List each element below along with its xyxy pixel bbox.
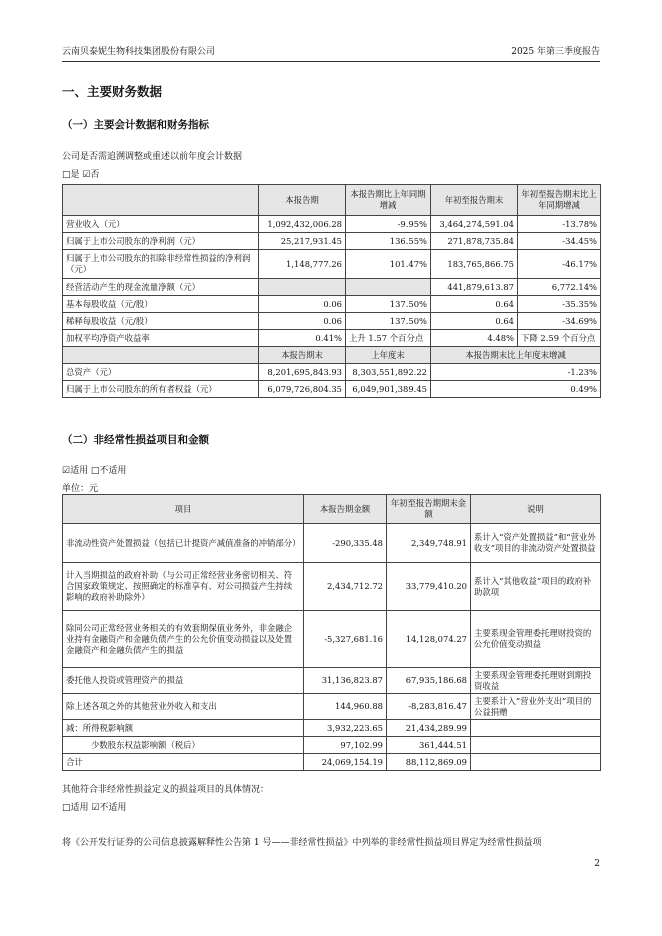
cell-value: 8,201,695,843.93 — [259, 364, 346, 381]
cell-value: 21,434,289.99 — [387, 720, 471, 737]
non-recurring-table — [62, 494, 601, 771]
cell-value: 137.50% — [346, 313, 431, 330]
cell-value: 137.50% — [346, 296, 431, 313]
row-label: 少数股东权益影响额（税后） — [63, 737, 304, 754]
cell-value: -1.23% — [431, 364, 601, 381]
cell-note — [471, 737, 601, 754]
header-cell: 项目 — [63, 495, 304, 524]
row-label: 营业收入（元） — [63, 216, 259, 233]
header-cell — [63, 347, 259, 364]
row-label: 计入当期损益的政府补助（与公司正常经营业务密切相关、符合国家政策规定、按照确定的标准享有、对公司损益产生持续影响的政府补助除外） — [63, 563, 304, 611]
table-row — [63, 668, 601, 694]
cell-value: 2,349,748.91 — [387, 524, 471, 563]
cell-value: 97,102.99 — [304, 737, 387, 754]
cell-value: 2,434,712.72 — [304, 563, 387, 611]
cell-note — [471, 754, 601, 771]
cell-value: 1,092,432,006.28 — [259, 216, 346, 233]
row-label: 归属于上市公司股东的所有者权益（元） — [63, 381, 259, 398]
cell-value: 3,464,274,591.04 — [431, 216, 518, 233]
table-row — [63, 381, 601, 398]
section-title-key-indicators: （一）主要会计数据和财务指标 — [62, 119, 209, 131]
header-cell: 本报告期 — [259, 185, 346, 216]
row-label: 减：所得税影响额 — [63, 720, 304, 737]
cell-value: 上升 1.57 个百分点 — [346, 330, 431, 347]
section-title-non-recurring: （二）非经常性损益项目和金额 — [62, 434, 209, 446]
cell-value: 3,932,223.65 — [304, 720, 387, 737]
row-label: 除上述各项之外的其他营业外收入和支出 — [63, 694, 304, 720]
cell-empty — [259, 279, 346, 296]
row-label: 归属于上市公司股东的净利润（元） — [63, 233, 259, 250]
other-items-text: 其他符合非经常性损益定义的损益项目的具体情况： — [62, 785, 270, 795]
cell-value: -46.17% — [518, 250, 601, 279]
header-cell: 年初至报告期期末金额 — [387, 495, 471, 524]
header-cell: 上年度末 — [346, 347, 431, 364]
table-row — [63, 694, 601, 720]
cell-value: -9.95% — [346, 216, 431, 233]
cell-value: -34.69% — [518, 313, 601, 330]
table-row — [63, 364, 601, 381]
row-label: 总资产（元） — [63, 364, 259, 381]
cell-value: 441,879,613.87 — [431, 279, 518, 296]
table-row — [63, 563, 601, 611]
row-label: 稀释每股收益（元/股） — [63, 313, 259, 330]
cell-value: 101.47% — [346, 250, 431, 279]
cell-value: 271,878,735.84 — [431, 233, 518, 250]
restate-question: 公司是否需追溯调整或重述以前年度会计数据 — [62, 152, 243, 162]
table-header-row — [63, 495, 601, 524]
restate-answer: □是 ☑否 — [62, 170, 100, 180]
cell-note: 系计入“资产处置损益”和“营业外收支”项目的非流动资产处置损益 — [471, 524, 601, 563]
cell-value: 25,217,931.45 — [259, 233, 346, 250]
cell-value: 183,765,866.75 — [431, 250, 518, 279]
unit-label: 单位：元 — [62, 484, 99, 494]
table-row — [63, 313, 601, 330]
header-report-title: 2025 年第三季度报告 — [511, 47, 600, 57]
header-cell: 本报告期金额 — [304, 495, 387, 524]
table-row — [63, 611, 601, 668]
other-items-applicable: □适用 ☑不适用 — [62, 803, 127, 813]
cell-value: -8,283,816.47 — [387, 694, 471, 720]
cell-value: 0.49% — [431, 381, 601, 398]
cell-note — [471, 720, 601, 737]
row-label: 除同公司正常经营业务相关的有效套期保值业务外，非金融企业持有金融资产和金融负债产生的公允价值变动损益以及处置金融资产和金融负债产生的损益 — [63, 611, 304, 668]
cell-note: 系计入“其他收益”项目的政府补助款项 — [471, 563, 601, 611]
row-label: 加权平均净资产收益率 — [63, 330, 259, 347]
cell-value: -290,335.48 — [304, 524, 387, 563]
header-cell: 说明 — [471, 495, 601, 524]
header-cell: 本报告期比上年同期增减 — [346, 185, 431, 216]
cell-note: 主要系现金管理委托理财到期投资收益 — [471, 668, 601, 694]
table-row — [63, 296, 601, 313]
cell-value: 33,779,410.20 — [387, 563, 471, 611]
row-label: 经营活动产生的现金流量净额（元） — [63, 279, 259, 296]
table-row — [63, 754, 601, 771]
cell-value: 88,112,869.09 — [387, 754, 471, 771]
cell-value: 0.41% — [259, 330, 346, 347]
cell-value: 0.64 — [431, 313, 518, 330]
cell-value: -13.78% — [518, 216, 601, 233]
table-header-row — [63, 185, 601, 216]
cell-value: 6,772.14% — [518, 279, 601, 296]
cell-note: 主要系现金管理委托理财投资的公允价值变动损益 — [471, 611, 601, 668]
cell-value: 6,079,726,804.35 — [259, 381, 346, 398]
cell-value: 31,136,823.87 — [304, 668, 387, 694]
table-row — [63, 233, 601, 250]
header-cell: 本报告期末比上年度末增减 — [431, 347, 601, 364]
table-row — [63, 330, 601, 347]
table-row — [63, 250, 601, 279]
cell-value: 8,303,551,892.22 — [346, 364, 431, 381]
table-row — [63, 737, 601, 754]
header-cell: 年初至报告期末 — [431, 185, 518, 216]
cell-value: 下降 2.59 个百分点 — [518, 330, 601, 347]
table-row — [63, 720, 601, 737]
header-cell: 本报告期末 — [259, 347, 346, 364]
cell-value: 6,049,901,389.45 — [346, 381, 431, 398]
row-label: 基本每股收益（元/股） — [63, 296, 259, 313]
cell-empty — [346, 279, 431, 296]
row-label: 归属于上市公司股东的扣除非经常性损益的净利润（元） — [63, 250, 259, 279]
cell-value: 0.06 — [259, 313, 346, 330]
table-row — [63, 216, 601, 233]
row-label: 合计 — [63, 754, 304, 771]
applicable-status: ☑适用 □不适用 — [62, 466, 127, 476]
row-label: 非流动性资产处置损益（包括已计提资产减值准备的冲销部分） — [63, 524, 304, 563]
cell-value: -35.35% — [518, 296, 601, 313]
cell-value: 1,148,777.26 — [259, 250, 346, 279]
cell-note: 主要系计入“营业外支出”项目的公益捐赠 — [471, 694, 601, 720]
table-row — [63, 524, 601, 563]
header-cell: 年初至报告期末比上年同期增减 — [518, 185, 601, 216]
cell-value: 144,960.88 — [304, 694, 387, 720]
cell-value: 0.64 — [431, 296, 518, 313]
cell-value: 24,069,154.19 — [304, 754, 387, 771]
cell-value: 4.48% — [431, 330, 518, 347]
cell-value: 136.55% — [346, 233, 431, 250]
key-financial-table — [62, 184, 601, 398]
table-row — [63, 279, 601, 296]
cell-value: 361,444.51 — [387, 737, 471, 754]
header-rule — [62, 61, 600, 62]
cell-value: 14,128,074.27 — [387, 611, 471, 668]
footer-paragraph: 将《公开发行证券的公司信息披露解释性公告第 1 号——非经常性损益》中列举的非经常性损益项目界定为经常性损益项 — [62, 838, 542, 848]
cell-value: -34.45% — [518, 233, 601, 250]
row-label: 委托他人投资或管理资产的损益 — [63, 668, 304, 694]
header-cell — [63, 185, 259, 216]
cell-value: 0.06 — [259, 296, 346, 313]
table-subheader-row — [63, 347, 601, 364]
header-company: 云南贝泰妮生物科技集团股份有限公司 — [62, 47, 216, 57]
page-number: 2 — [594, 859, 600, 869]
section-title-main-financial-data: 一、主要财务数据 — [62, 84, 163, 99]
cell-value: -5,327,681.16 — [304, 611, 387, 668]
cell-value: 67,935,186.68 — [387, 668, 471, 694]
